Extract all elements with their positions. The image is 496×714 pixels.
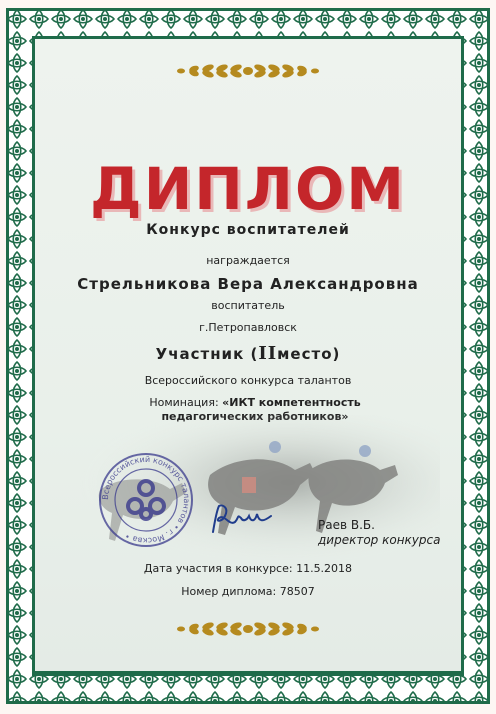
diploma-title: ДИПЛОМ (90, 155, 406, 223)
recipient-position: воспитатель (211, 299, 285, 312)
recipient-name: Стрельникова Вера Александровна (77, 275, 419, 293)
signature (205, 500, 275, 540)
nomination-value: «ИКТ компетентность (222, 396, 361, 409)
place-prefix: Участник ( (155, 345, 259, 363)
place-suffix: место) (277, 345, 341, 363)
laurel-decoration-top (168, 60, 328, 82)
contest-name: Конкурс воспитателей (146, 222, 350, 238)
signatory-title: директор конкурса (318, 533, 441, 547)
seal-emblem (98, 452, 194, 548)
signatory-name: Раев В.Б. (318, 518, 375, 532)
place-numeral: II (258, 343, 278, 364)
place-line (0, 343, 496, 364)
event-name: Всероссийского конкурса талантов (144, 374, 352, 387)
seal-text: Всероссийский конкурс талантов • г. Москва • (100, 454, 192, 546)
recipient-city: г.Петропавловск (199, 321, 297, 334)
nomination-label: Номинация: (149, 396, 223, 409)
laurel-decoration-bottom (168, 618, 328, 640)
participation-date: Дата участия в конкурсе: 11.5.2018 (143, 562, 353, 575)
awarded-label: награждается (206, 254, 290, 267)
diploma-number: Номер диплома: 78507 (181, 585, 315, 598)
